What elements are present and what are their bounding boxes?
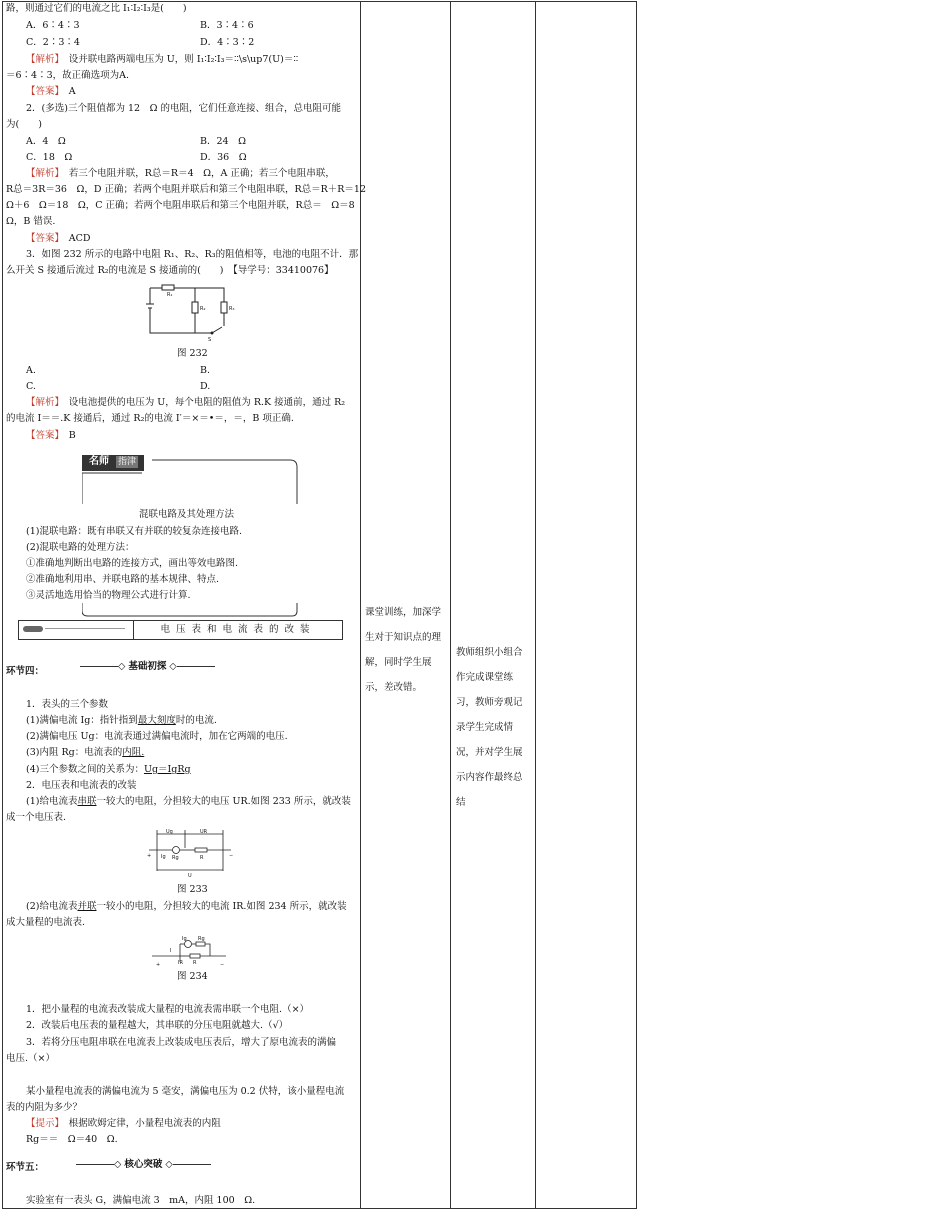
svg-text:Rg: Rg — [172, 855, 179, 861]
banner-tag: 指津 — [118, 457, 137, 467]
q2-option-b: B．24 Ω — [200, 136, 246, 147]
figure-caption-234: 图 234 — [177, 971, 208, 982]
q2-analysis: 若三个电阻并联，R总＝R＝4 Ω，A 正确；若三个电阻串联， — [68, 168, 335, 179]
q1-answer: A — [68, 86, 76, 97]
q1-analysis-2: ＝6∶4∶3，故正确选项为A. — [6, 70, 130, 81]
q3-option-d: D. — [200, 381, 211, 392]
svg-text:U: U — [188, 873, 192, 878]
svg-text:R₂: R₂ — [200, 306, 206, 312]
judge-3: 3．若将分压电阻串联在电流表上改装成电压表后，增大了原电流表的满偏 — [26, 1037, 337, 1048]
q2-option-c: C．18 Ω — [26, 152, 73, 163]
banner-bottom — [82, 603, 298, 617]
section-5-heading: ◇ 核心突破 ◇ — [76, 1156, 211, 1170]
svg-text:+: + — [156, 962, 161, 968]
judge-3b: 电压.（×） — [6, 1053, 55, 1064]
svg-text:R₁: R₁ — [167, 292, 173, 298]
circuit-diagram-233 — [145, 826, 235, 878]
q3-option-a: A. — [26, 365, 36, 376]
mix-item-2: (2)混联电路的处理方法： — [26, 542, 135, 553]
last-line: 实验室有一表头 G，满偏电流 3 mA，内阻 100 Ω. — [26, 1195, 256, 1206]
mingshi-banner — [82, 453, 298, 505]
section-4-heading: ◇ 基础初探 ◇ — [80, 658, 215, 672]
section-4-label: 环节四： — [6, 666, 45, 677]
svg-text:IR: IR — [178, 960, 183, 966]
q1-option-d: D．4∶3∶2 — [200, 37, 255, 48]
column-divider — [535, 1, 536, 1208]
column-divider — [450, 1, 451, 1208]
circuit-diagram-232 — [140, 280, 240, 342]
svg-text:R: R — [193, 960, 197, 966]
judge-1: 1．把小量程的电流表改装成大量程的电流表需串联一个电阻.（×） — [26, 1004, 310, 1015]
daan-tag: 【答案】 — [26, 86, 60, 97]
jiexi-tag: 【解析】 — [26, 397, 60, 408]
para-2-1: (1)给电流表串联一较大的电阻，分担较大的电压 UR.如图 233 所示，就改装 — [26, 796, 351, 807]
q1-stem: 路，则通过它们的电流之比 I₁∶I₂∶I₃是( ) — [6, 3, 187, 14]
svg-text:Ug: Ug — [166, 829, 173, 835]
figure-caption-232: 图 232 — [177, 348, 208, 359]
q2-option-a: A．4 Ω — [26, 136, 66, 147]
para-2: 2．电压表和电流表的改装 — [26, 780, 137, 791]
q1-analysis: 设并联电路两端电压为 U，则 I₁∶I₂∶I₃＝∶∶\s\up7(U)＝∶∶ — [68, 54, 299, 65]
para-1-2: (2)满偏电压 Ug：电流表通过满偏电流时，加在它两端的电压. — [26, 731, 288, 742]
mix-item-4: ②准确地利用串、并联电路的基本规律、特点. — [26, 574, 220, 585]
para-1-1: (1)满偏电流 Ig：指针指到最大刻度时的电流. — [26, 715, 217, 726]
para-2-2: (2)给电流表并联一较小的电阻，分担较大的电流 IR.如图 234 所示，就改装 — [26, 901, 347, 912]
student-activity: 课堂训练，加深学 生对于知识点的理 解，同时学生展 示，差改错。 — [365, 607, 442, 693]
mix-title: 混联电路及其处理方法 — [139, 509, 235, 520]
mix-item-1: (1)混联电路：既有串联又有并联的较复杂连接电路. — [26, 526, 242, 537]
q2-analysis-2: R总＝3R＝36 Ω，D 正确；若两个电阻并联后和第三个电阻串联，R总＝R＋R＝12 — [6, 184, 366, 195]
jiexi-tag: 【解析】 — [26, 54, 60, 65]
q3-stem-2: 么开关 S 接通后流过 R₂的电流是 S 接通前的( ) 【导学号：33410076】 — [6, 265, 334, 276]
svg-text:+: + — [147, 853, 152, 859]
q2-answer: ACD — [68, 233, 91, 244]
q1-option-b: B．3∶4∶6 — [200, 20, 254, 31]
mix-item-5: ③灵活地选用恰当的物理公式进行计算. — [26, 590, 191, 601]
think-q: 某小量程电流表的满偏电流为 5 毫安，满偏电压为 0.2 伏特，该小量程电流 — [26, 1086, 345, 1097]
teacher-activity: 教师组织小组合 作完成课堂练 习，教师旁观记 录学生完成情 况，并对学生展 示内容作最终总 结 — [456, 647, 523, 808]
svg-text:Ig: Ig — [182, 936, 187, 942]
svg-text:R: R — [200, 855, 204, 861]
think-result: Rg＝＝ Ω＝40 Ω. — [26, 1134, 118, 1145]
svg-text:S: S — [208, 337, 212, 342]
mix-item-3: ①准确地判断出电路的连接方式，画出等效电路图. — [26, 558, 239, 569]
bar-label: 电压表和电流表的改装 — [133, 621, 342, 639]
q3-option-c: C. — [26, 381, 36, 392]
q3-option-b: B. — [200, 365, 211, 376]
section-bar — [18, 620, 343, 640]
svg-text:−: − — [229, 853, 234, 859]
svg-text:Rg: Rg — [198, 936, 205, 942]
svg-text:I: I — [170, 948, 172, 954]
q3-analysis-2: 的电流 I＝＝.K 接通后，通过 R₂的电流 I′＝×＝•＝，＝，B 项正确. — [6, 413, 294, 424]
q2-stem-2: 为( ) — [6, 119, 42, 130]
section-5-label: 环节五： — [6, 1162, 45, 1173]
para-1-3: (3)内阻 Rg：电流表的内阻. — [26, 747, 145, 758]
q2-option-d: D．36 Ω — [200, 152, 247, 163]
circuit-diagram-234 — [150, 932, 230, 968]
q2-analysis-3: Ω＋6 Ω＝18 Ω，C 正确；若两个电阻串联后和第三个电阻并联，R总＝ Ω＝8 — [6, 200, 355, 211]
svg-text:Ig: Ig — [161, 854, 166, 860]
para-2-2b: 成大量程的电流表. — [6, 917, 86, 928]
column-divider — [360, 1, 361, 1208]
svg-text:UR: UR — [200, 829, 208, 835]
banner-text: 名师 — [89, 456, 109, 467]
q3-answer: B — [68, 430, 76, 441]
para-2-1b: 成一个电压表. — [6, 812, 67, 823]
tishi-tag: 【提示】 — [26, 1118, 60, 1129]
para-1-4: (4)三个参数之间的关系为：Ug＝IgRg — [26, 764, 191, 775]
q3-analysis: 设电池提供的电压为 U，每个电阻的阻值为 R.K 接通前，通过 R₂ — [68, 397, 346, 408]
think-q-2: 表的内阻为多少？ — [6, 1102, 83, 1113]
svg-text:R₃: R₃ — [229, 306, 235, 312]
jiexi-tag: 【解析】 — [26, 168, 60, 179]
q1-option-a: A．6∶4∶3 — [26, 20, 80, 31]
daan-tag: 【答案】 — [26, 430, 60, 441]
figure-caption-233: 图 233 — [177, 884, 208, 895]
bar-decoration — [23, 626, 43, 632]
para-1: 1．表头的三个参数 — [26, 699, 109, 710]
think-hint: 根据欧姆定律，小量程电流表的内阻 — [68, 1118, 221, 1129]
q1-option-c: C．2∶3∶4 — [26, 37, 80, 48]
q2-analysis-4: Ω，B 错误. — [6, 216, 56, 227]
q3-stem: 3．如图 232 所示的电路中电阻 R₁、R₂、R₃的阻值相等，电池的电阻不计．那 — [26, 249, 359, 260]
q2-stem: 2．(多选)三个阻值都为 12 Ω 的电阻，它们任意连接、组合，总电阻可能 — [26, 103, 341, 114]
svg-text:−: − — [220, 962, 225, 968]
daan-tag: 【答案】 — [26, 233, 60, 244]
judge-2: 2．改装后电压表的量程越大，其串联的分压电阻就越大.（√） — [26, 1020, 289, 1031]
